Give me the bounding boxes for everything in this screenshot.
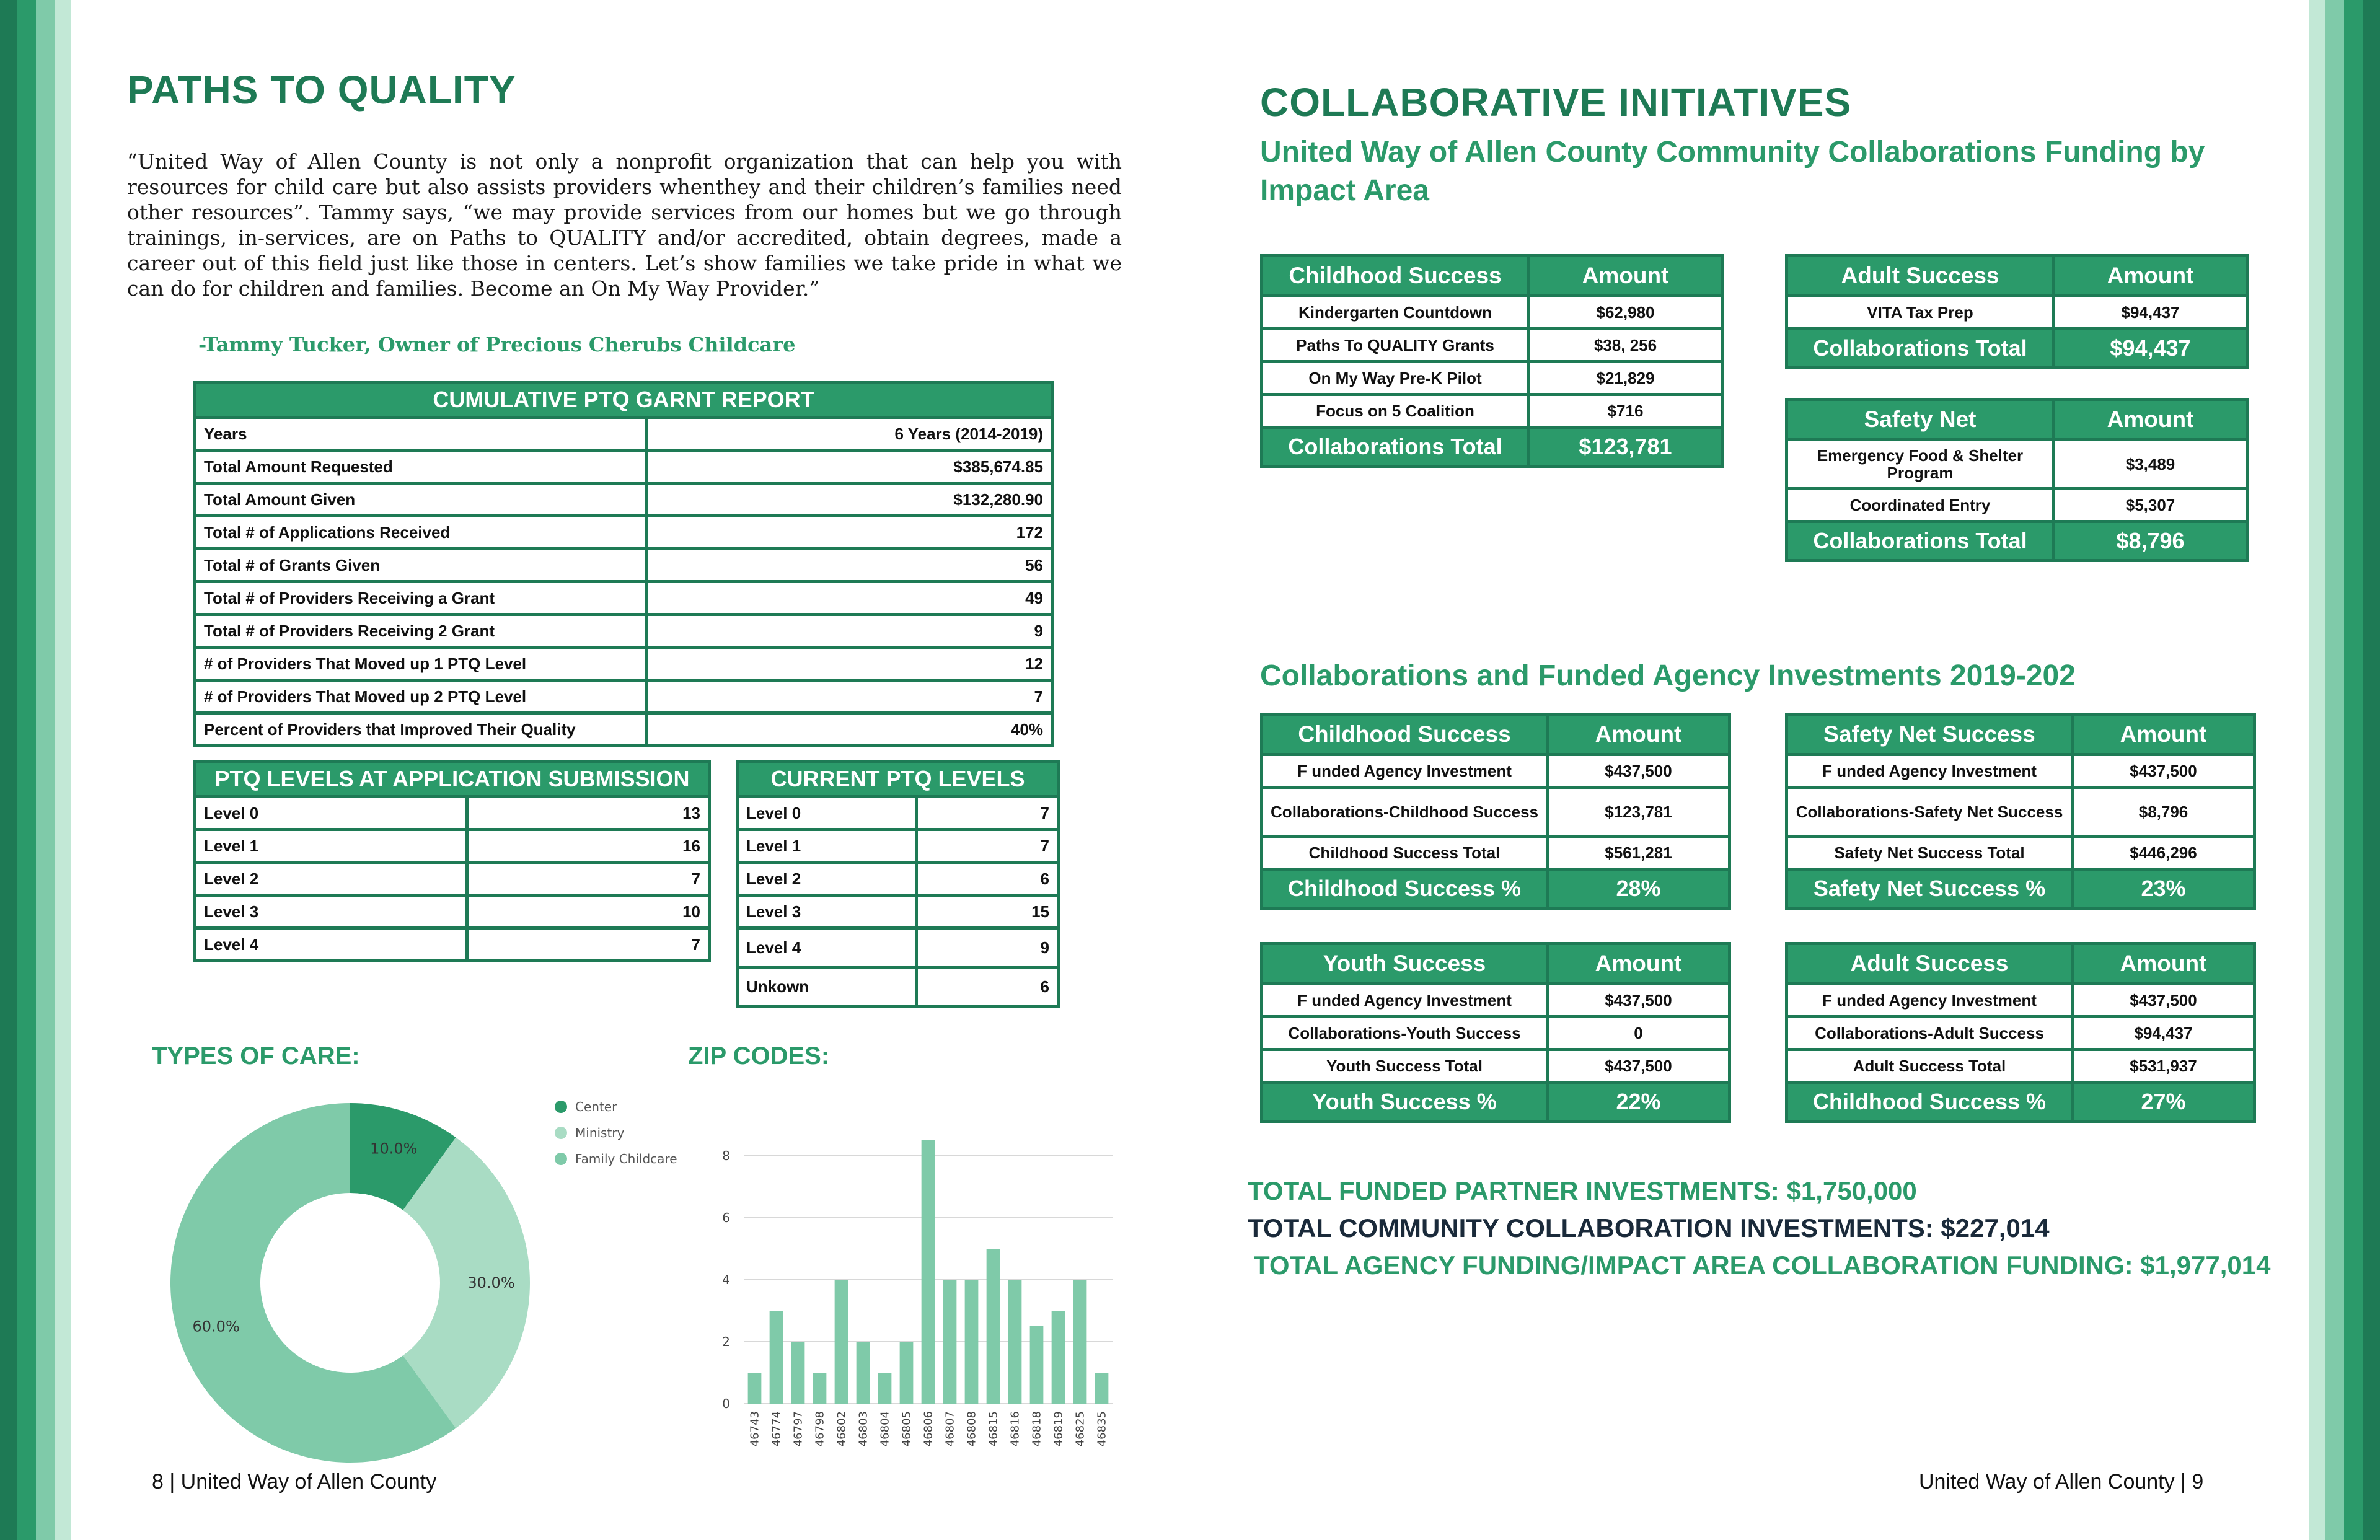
y-tick-label: 4 xyxy=(722,1272,730,1287)
table-row: Level 1 7 xyxy=(738,830,1059,863)
safety-collab-table: Safety Net Amount Emergency Food & Shelter Program $3,489 Coordinated Entry $5,307 Collaborations Total $8,796 xyxy=(1785,398,2249,562)
table-row: Level 1 16 xyxy=(195,830,710,863)
table-row: Level 3 10 xyxy=(195,895,710,928)
donut-legend xyxy=(555,1099,677,1166)
table-total-row: Childhood Success % 27% xyxy=(1787,1083,2255,1122)
table-row: Childhood Success Total $561,281 xyxy=(1262,837,1730,869)
x-tick-label: 46805 xyxy=(900,1411,914,1447)
x-tick-label: 46835 xyxy=(1095,1411,1109,1447)
bar xyxy=(922,1140,935,1404)
x-tick-label: 46806 xyxy=(922,1411,935,1447)
total-funded-partner: TOTAL FUNDED PARTNER INVESTMENTS: $1,750,000 xyxy=(1248,1176,1917,1205)
table-row: Collaborations-Adult Success $94,437 xyxy=(1787,1017,2255,1050)
x-tick-label: 46819 xyxy=(1052,1411,1065,1447)
levels-current-title: CURRENT PTQ LEVELS xyxy=(738,762,1059,797)
legend-swatch xyxy=(555,1127,567,1139)
page-subtitle-right: United Way of Allen County Community Collaborations Funding by Impact Area xyxy=(1260,136,2205,207)
legend-label: Ministry xyxy=(575,1125,625,1140)
total-community-collab: TOTAL COMMUNITY COLLABORATION INVESTMENTS: $227,014 xyxy=(1248,1213,2050,1243)
table-row: Total # of Applications Received 172 xyxy=(195,516,1052,549)
table-total-row: Collaborations Total $123,781 xyxy=(1262,428,1722,467)
x-tick-label: 46815 xyxy=(987,1411,1000,1447)
x-tick-label: 46816 xyxy=(1008,1411,1022,1447)
bar xyxy=(748,1373,762,1404)
table-row: Safety Net Success Total $446,296 xyxy=(1787,837,2255,869)
table-row: Total # of Grants Given 56 xyxy=(195,549,1052,582)
childhood-collab-table: Childhood Success Amount Kindergarten Countdown $62,980 Paths To QUALITY Grants $38, 256 On My Way Pre-K Pilot $21,829 Focus on 5 Coalition $716 Collaborations Total $123,781 xyxy=(1260,254,1724,468)
types-of-care-heading: TYPES OF CARE: xyxy=(152,1042,360,1070)
table-row: VITA Tax Prep $94,437 xyxy=(1787,296,2247,329)
right-stripe-light xyxy=(2325,0,2344,1540)
total-agency-funding: TOTAL AGENCY FUNDING/IMPACT AREA COLLABORATION FUNDING: $1,977,014 xyxy=(1254,1251,2271,1280)
table-total-row: Collaborations Total $94,437 xyxy=(1787,329,2247,368)
x-tick-label: 46743 xyxy=(748,1411,762,1447)
adult-collab-table: Adult Success Amount VITA Tax Prep $94,437 Collaborations Total $94,437 xyxy=(1785,254,2249,369)
levels-submission-table xyxy=(193,760,711,962)
report-title: CUMULATIVE PTQ GARNT REPORT xyxy=(195,382,1052,418)
table-row: Paths To QUALITY Grants $38, 256 xyxy=(1262,329,1722,362)
table-total-row: Collaborations Total $8,796 xyxy=(1787,522,2247,561)
bar xyxy=(943,1280,957,1404)
table-row: Level 4 7 xyxy=(195,928,710,961)
table-row: Percent of Providers that Improved Their Quality 40% xyxy=(195,713,1052,746)
table-row: Level 2 6 xyxy=(738,863,1059,895)
bar xyxy=(1095,1373,1109,1404)
table-row: Level 0 13 xyxy=(195,797,710,830)
y-tick-label: 2 xyxy=(722,1334,730,1349)
x-tick-label: 46803 xyxy=(857,1411,870,1447)
table-row: Years 6 Years (2014-2019) xyxy=(195,418,1052,451)
right-stripe-mid xyxy=(2344,0,2363,1540)
table-row: Total # of Providers Receiving 2 Grant 9 xyxy=(195,615,1052,648)
table-row: Level 3 15 xyxy=(738,895,1059,928)
table-row: F unded Agency Investment $437,500 xyxy=(1262,984,1730,1017)
table-row: Level 0 7 xyxy=(738,797,1059,830)
bar xyxy=(813,1373,827,1404)
inv-youth-table: Youth Success Amount F unded Agency Investment $437,500 Collaborations-Youth Success 0 Youth Success Total $437,500 Youth Success % 22% xyxy=(1260,942,1731,1123)
bar xyxy=(835,1280,848,1404)
y-tick-label: 8 xyxy=(722,1148,730,1163)
table-row: Level 2 7 xyxy=(195,863,710,895)
inv-safety-table: Safety Net Success Amount F unded Agency Investment $437,500 Collaborations-Safety Net Success $8,796 Safety Net Success Total $446,296 Safety Net Success % 23% xyxy=(1785,713,2256,910)
left-stripe-pale xyxy=(55,0,71,1540)
x-tick-label: 46804 xyxy=(878,1411,892,1447)
x-tick-label: 46808 xyxy=(965,1411,979,1447)
cumulative-report-table xyxy=(193,381,1054,747)
page-title-left: PATHS TO QUALITY xyxy=(127,68,516,112)
table-row: Youth Success Total $437,500 xyxy=(1262,1050,1730,1083)
table-row: # of Providers That Moved up 1 PTQ Level 12 xyxy=(195,648,1052,680)
left-stripe-mid xyxy=(17,0,36,1540)
x-tick-label: 46774 xyxy=(770,1411,783,1447)
inv-adult-table: Adult Success Amount F unded Agency Investment $437,500 Collaborations-Adult Success $94,437 Adult Success Total $531,937 Childhood Success % 27% xyxy=(1785,942,2256,1123)
table-row: F unded Agency Investment $437,500 xyxy=(1787,755,2255,788)
table-total-row: Childhood Success % 28% xyxy=(1262,869,1730,909)
y-tick-label: 6 xyxy=(722,1210,730,1225)
table-row: Total # of Providers Receiving a Grant 49 xyxy=(195,582,1052,615)
x-tick-label: 46807 xyxy=(943,1411,957,1447)
section2-heading: Collaborations and Funded Agency Investments 2019-202 xyxy=(1260,659,2076,692)
left-stripe-light xyxy=(36,0,55,1540)
types-of-care-donut-chart xyxy=(149,1078,682,1469)
bar xyxy=(1008,1280,1022,1404)
bar xyxy=(1073,1280,1087,1404)
y-tick-label: 0 xyxy=(722,1396,730,1411)
bar xyxy=(857,1342,870,1404)
bar xyxy=(770,1311,783,1404)
x-tick-label: 46818 xyxy=(1030,1411,1044,1447)
bar xyxy=(878,1373,892,1404)
donut-slice-label: 60.0% xyxy=(192,1318,240,1335)
table-row: Collaborations-Safety Net Success $8,796 xyxy=(1787,788,2255,837)
bar-xlabels xyxy=(749,1411,1109,1446)
table-row: Focus on 5 Coalition $716 xyxy=(1262,395,1722,428)
table-row: Kindergarten Countdown $62,980 xyxy=(1262,296,1722,329)
bar xyxy=(900,1342,914,1404)
legend-swatch xyxy=(555,1101,567,1113)
x-tick-label: 46797 xyxy=(791,1411,805,1447)
legend-label: Family Childcare xyxy=(575,1151,677,1166)
left-stripe-dark xyxy=(0,0,17,1540)
table-row: On My Way Pre-K Pilot $21,829 xyxy=(1262,362,1722,395)
footer-left: 8 | United Way of Allen County xyxy=(152,1470,437,1494)
table-row: Emergency Food & Shelter Program $3,489 xyxy=(1787,440,2247,489)
bar-ylabels xyxy=(722,1148,730,1411)
footer-right: United Way of Allen County | 9 xyxy=(1919,1470,2204,1494)
right-stripe-dark xyxy=(2363,0,2380,1540)
bar xyxy=(1052,1311,1065,1404)
table-row: Adult Success Total $531,937 xyxy=(1787,1050,2255,1083)
bar xyxy=(987,1249,1000,1404)
table-total-row: Safety Net Success % 23% xyxy=(1787,869,2255,909)
x-tick-label: 46825 xyxy=(1073,1411,1087,1447)
table-row: Total Amount Requested $385,674.85 xyxy=(195,451,1052,483)
right-stripe-pale xyxy=(2309,0,2325,1540)
legend-swatch xyxy=(555,1153,567,1165)
page-title-right: COLLABORATIVE INITIATIVES xyxy=(1260,80,1852,125)
table-row: Level 4 9 xyxy=(738,928,1059,967)
bar xyxy=(791,1342,805,1404)
table-row: F unded Agency Investment $437,500 xyxy=(1262,755,1730,788)
table-row: # of Providers That Moved up 2 PTQ Level 7 xyxy=(195,680,1052,713)
table-row: Unkown 6 xyxy=(738,967,1059,1006)
table-row: Collaborations-Youth Success 0 xyxy=(1262,1017,1730,1050)
quote-text: “United Way of Allen County is not only a nonprofit organization that can help you with resources for child care but also assists providers whenthey and their children’s families need other resources”. Tammy says, “we may provide services from our homes but we go through trainings, in-services, are on Paths to QUALITY and/or accredited, obtain degrees, made a career out of this field just like those in centers. Let’s show families we take pride in what we can do for children and families. Become an On My Way Provider.” xyxy=(127,149,1122,301)
table-row: Total Amount Given $132,280.90 xyxy=(195,483,1052,516)
table-row: Collaborations-Childhood Success $123,781 xyxy=(1262,788,1730,837)
levels-submission-title: PTQ LEVELS AT APPLICATION SUBMISSION xyxy=(195,762,710,797)
x-tick-label: 46802 xyxy=(835,1411,848,1447)
levels-current-table xyxy=(736,760,1060,1008)
table-row: Coordinated Entry $5,307 xyxy=(1787,489,2247,522)
table-total-row: Youth Success % 22% xyxy=(1262,1083,1730,1122)
zip-codes-bar-chart xyxy=(691,1097,1125,1456)
donut-slice-label: 30.0% xyxy=(467,1274,515,1291)
legend-label: Center xyxy=(575,1099,617,1114)
zip-codes-heading: ZIP CODES: xyxy=(688,1042,830,1070)
quote-attribution: -Tammy Tucker, Owner of Precious Cherubs Childcare xyxy=(198,333,796,356)
table-row: F unded Agency Investment $437,500 xyxy=(1787,984,2255,1017)
x-tick-label: 46798 xyxy=(813,1411,827,1447)
bar xyxy=(1030,1326,1044,1404)
donut-slice-label: 10.0% xyxy=(370,1140,418,1158)
bar-marks xyxy=(748,1140,1109,1404)
bar xyxy=(965,1280,979,1404)
inv-childhood-table: Childhood Success Amount F unded Agency Investment $437,500 Collaborations-Childhood Success $123,781 Childhood Success Total $561,281 Childhood Success % 28% xyxy=(1260,713,1731,910)
